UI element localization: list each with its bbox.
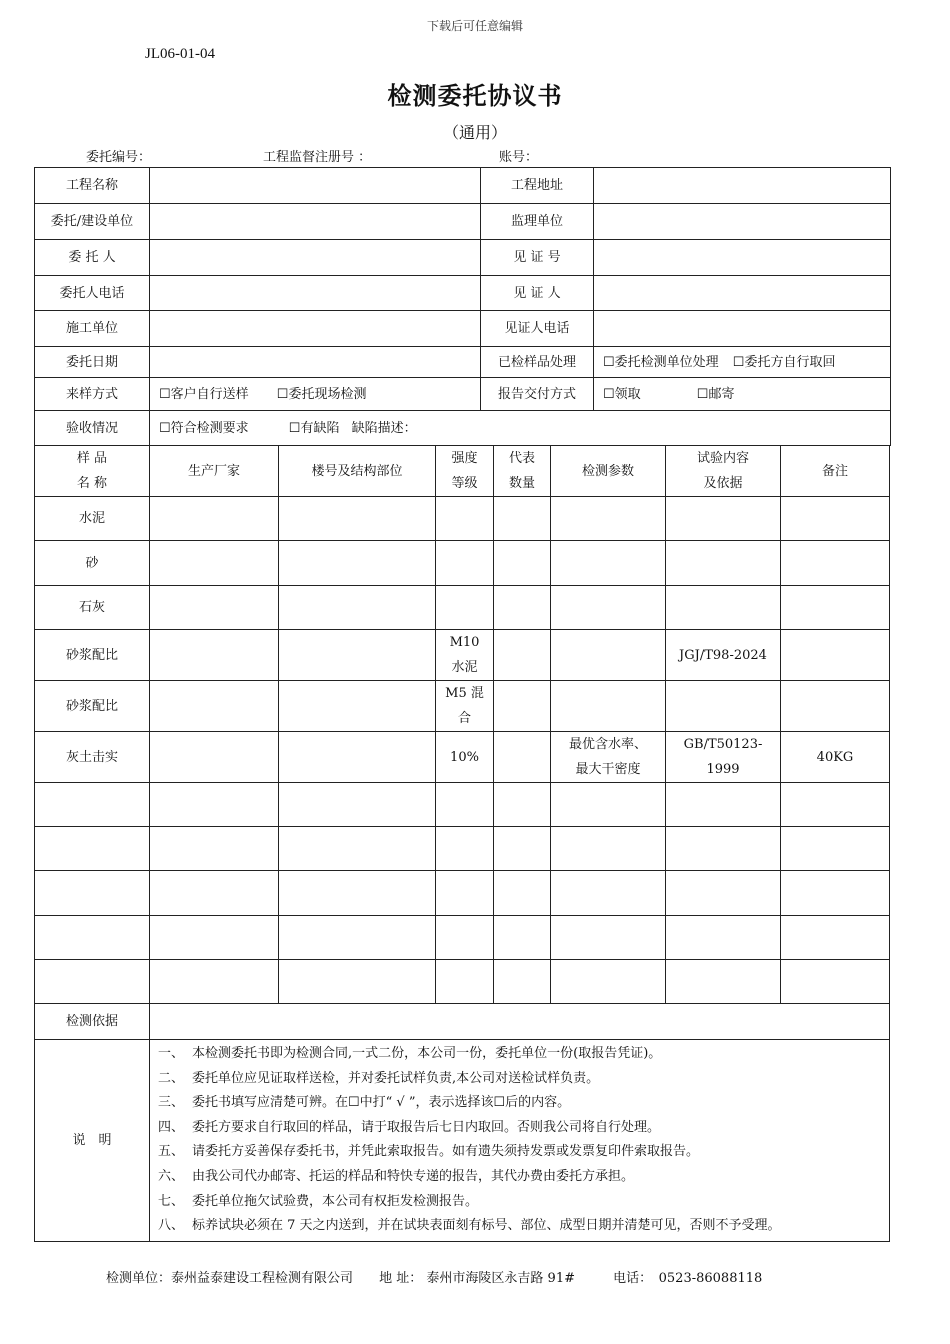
supervision-unit-field[interactable] [594,204,891,240]
remark-cell[interactable] [781,871,890,916]
info-table [34,167,891,446]
building-part-cell[interactable] [279,541,436,586]
header-test-content: 试验内容 及依据 [666,446,781,497]
header-building-part: 楼号及结构部位 [279,446,436,497]
basis-cell[interactable] [666,541,781,586]
witness-no-field[interactable] [594,240,891,276]
sample-table-header [35,446,890,497]
header-strength-grade: 强度 等级 [436,446,494,497]
params-cell[interactable]: 最优含水率、 最大干密度 [551,732,666,783]
building-part-cell[interactable] [279,871,436,916]
strength-cell[interactable] [436,541,494,586]
project-name-field[interactable] [150,168,481,204]
header-remarks: 备注 [781,446,890,497]
witness-person-label: 见 证 人 [481,276,594,311]
witness-phone-label: 见证人电话 [481,311,594,347]
building-part-cell[interactable] [279,497,436,541]
quantity-cell[interactable] [494,960,551,1004]
witness-person-field[interactable] [594,276,891,311]
remark-cell[interactable] [781,497,890,541]
table-row [35,871,890,916]
params-cell[interactable] [551,541,666,586]
basis-cell[interactable] [666,497,781,541]
quantity-cell[interactable] [494,732,551,783]
params-cell[interactable] [551,960,666,1004]
defect-description-label: 缺陷描述： [351,420,417,436]
quantity-cell[interactable] [494,681,551,732]
remark-cell[interactable] [781,586,890,630]
sampling-method-options [150,378,481,411]
test-basis-field[interactable] [150,1004,890,1040]
sample-name-cell[interactable] [35,827,150,871]
remark-cell[interactable] [781,960,890,1004]
basis-cell[interactable] [666,586,781,630]
basis-cell[interactable] [666,871,781,916]
notes-label: 说 明 [35,1040,150,1242]
delivery-pickup-checkbox[interactable]: ☐领取 [603,386,641,402]
quantity-cell[interactable] [494,497,551,541]
strength-cell[interactable] [436,783,494,827]
sample-name: 砂 [35,541,150,586]
note-item: 七、 委托单位拖欠试验费，本公司有权拒发检测报告。 [158,1193,479,1209]
commission-date-label: 委托日期 [35,347,150,378]
params-cell[interactable] [551,497,666,541]
table-row [35,586,890,630]
strength-cell[interactable]: M5 混 合 [436,681,494,732]
strength-cell[interactable] [436,827,494,871]
strength-cell[interactable] [436,871,494,916]
building-part-cell[interactable] [279,586,436,630]
project-address-label: 工程地址 [481,168,594,204]
report-delivery-options [594,378,891,411]
sample-handling-lab-checkbox[interactable]: ☐委托检测单位处理 [603,354,719,370]
header-rep-quantity: 代表 数量 [494,446,551,497]
note-item: 六、 由我公司代办邮寄、托运的样品和特快专递的报告，其代办费由委托方承担。 [158,1168,635,1184]
table-row [35,732,890,783]
remark-cell[interactable]: 40KG [781,732,890,783]
table-row [35,783,890,827]
manufacturer-cell[interactable] [150,732,279,783]
params-cell[interactable] [551,916,666,960]
document-number: JL06-01-04 [145,46,215,62]
sampling-onsite-checkbox[interactable]: ☐委托现场检测 [276,386,367,402]
supervision-unit-label: 监理单位 [481,204,594,240]
manufacturer-cell[interactable] [150,681,279,732]
delivery-mail-checkbox[interactable]: ☐邮寄 [696,386,735,402]
remark-cell[interactable] [781,681,890,732]
basis-cell[interactable] [666,916,781,960]
quantity-cell[interactable] [494,783,551,827]
watermark-text: 下载后可任意编辑 [426,19,523,33]
witness-phone-field[interactable] [594,311,891,347]
footer-phone: 电话： 0523-86088118 [613,1271,763,1286]
commission-date-field[interactable] [150,347,481,378]
construction-unit-label: 施工单位 [35,311,150,347]
table-row [35,541,890,586]
params-cell[interactable] [551,630,666,681]
manufacturer-cell[interactable] [150,541,279,586]
commission-no-label: 委托编号： [86,150,152,165]
table-row [35,497,890,541]
client-person-field[interactable] [150,240,481,276]
remark-cell[interactable] [781,541,890,586]
page-title: 检测委托协议书 [387,82,563,110]
note-item: 四、 委托方要求自行取回的样品，请于取报告后七日内取回。否则我公司将自行处理。 [158,1119,661,1135]
manufacturer-cell[interactable] [150,586,279,630]
building-part-cell[interactable] [279,783,436,827]
manufacturer-cell[interactable] [150,916,279,960]
building-part-cell[interactable] [279,681,436,732]
sampling-client-checkbox[interactable]: ☐客户自行送样 [159,386,249,402]
building-part-cell[interactable] [279,827,436,871]
table-row [35,827,890,871]
footer [106,1267,762,1286]
strength-cell[interactable] [436,960,494,1004]
table-row [35,681,890,732]
manufacturer-cell[interactable] [150,827,279,871]
footer-lab: 检测单位：泰州益泰建设工程检测有限公司 [106,1271,354,1286]
client-unit-label: 委托/建设单位 [35,204,150,240]
params-cell[interactable] [551,827,666,871]
client-unit-field[interactable] [150,204,481,240]
remark-cell[interactable] [781,783,890,827]
sample-name: 砂浆配比 [35,681,150,732]
construction-unit-field[interactable] [150,311,481,347]
report-delivery-label: 报告交付方式 [481,378,594,411]
strength-cell[interactable] [436,916,494,960]
supervision-reg-no-label: 工程监督注册号 ： [263,150,372,165]
sample-name: 水泥 [35,497,150,541]
acceptance-options [150,411,891,446]
sample-name-cell[interactable] [35,783,150,827]
sample-name: 灰土击实 [35,732,150,783]
remark-cell[interactable] [781,916,890,960]
params-cell[interactable] [551,871,666,916]
test-basis-label: 检测依据 [35,1004,150,1040]
acceptance-defect-checkbox[interactable]: ☐有缺陷 [288,420,340,436]
basis-cell[interactable] [666,827,781,871]
project-address-field[interactable] [594,168,891,204]
sampling-method-label: 来样方式 [35,378,150,411]
sample-handling-options [594,347,891,378]
note-item: 八、 标养试块必须在 7 天之内送到，并在试块表面刻有标号、部位、成型日期并清楚可见，否则不予受理。 [158,1218,781,1234]
project-name-label: 工程名称 [35,168,150,204]
quantity-cell[interactable] [494,630,551,681]
manufacturer-cell[interactable] [150,960,279,1004]
footer-address: 地 址： 泰州市海陵区永吉路 91# [379,1271,575,1286]
sample-handling-self-checkbox[interactable]: ☐委托方自行取回 [732,354,836,370]
table-row [35,630,890,681]
remark-cell[interactable] [781,630,890,681]
basis-cell[interactable]: JGJ/T98-2024 [666,630,781,681]
building-part-cell[interactable] [279,732,436,783]
sample-name: 石灰 [35,586,150,630]
table-row [35,916,890,960]
sample-table [34,445,890,1242]
params-cell[interactable] [551,586,666,630]
strength-cell[interactable] [436,586,494,630]
quantity-cell[interactable] [494,871,551,916]
sample-handling-label: 已检样品处理 [481,347,594,378]
quantity-cell[interactable] [494,827,551,871]
building-part-cell[interactable] [279,916,436,960]
remark-cell[interactable] [781,827,890,871]
header-test-params: 检测参数 [551,446,666,497]
basis-cell[interactable] [666,681,781,732]
manufacturer-cell[interactable] [150,497,279,541]
strength-cell[interactable]: 10% [436,732,494,783]
note-item: 二、 委托单位应见证取样送检，并对委托试样负责,本公司对送检试样负责。 [158,1070,600,1086]
client-person-label: 委 托 人 [35,240,150,276]
strength-cell[interactable]: M10 水泥 [436,630,494,681]
account-no-label: 账号： [499,150,539,165]
acceptance-label: 验收情况 [35,411,150,446]
building-part-cell[interactable] [279,630,436,681]
building-part-cell[interactable] [279,960,436,1004]
sample-name-cell[interactable] [35,916,150,960]
sample-name: 砂浆配比 [35,630,150,681]
basis-cell[interactable] [666,783,781,827]
witness-no-label: 见 证 号 [481,240,594,276]
note-item: 一、 本检测委托书即为检测合同,一式二份，本公司一份，委托单位一份(取报告凭证)。 [158,1046,662,1061]
manufacturer-cell[interactable] [150,871,279,916]
quantity-cell[interactable] [494,916,551,960]
header-manufacturer: 生产厂家 [150,446,279,497]
basis-cell[interactable]: GB/T50123- 1999 [666,732,781,783]
params-cell[interactable] [551,681,666,732]
quantity-cell[interactable] [494,541,551,586]
quantity-cell[interactable] [494,586,551,630]
manufacturer-cell[interactable] [150,783,279,827]
basis-cell[interactable] [666,960,781,1004]
client-phone-field[interactable] [150,276,481,311]
sample-name-cell[interactable] [35,960,150,1004]
client-phone-label: 委托人电话 [35,276,150,311]
header-sample-name: 样 品 名 称 [35,446,150,497]
note-item: 三、 委托书填写应清楚可辨。在☐中打“ √ ”，表示选择该☐后的内容。 [158,1095,571,1111]
strength-cell[interactable] [436,497,494,541]
notes-list [150,1040,890,1242]
note-item: 五、 请委托方妥善保存委托书，并凭此索取报告。如有遗失须持发票或发票复印件索取报告。 [158,1144,700,1160]
acceptance-ok-checkbox[interactable]: ☐符合检测要求 [159,420,249,436]
sample-name-cell[interactable] [35,871,150,916]
table-row [35,960,890,1004]
manufacturer-cell[interactable] [150,630,279,681]
page-subtitle: （通用） [442,123,507,142]
params-cell[interactable] [551,783,666,827]
